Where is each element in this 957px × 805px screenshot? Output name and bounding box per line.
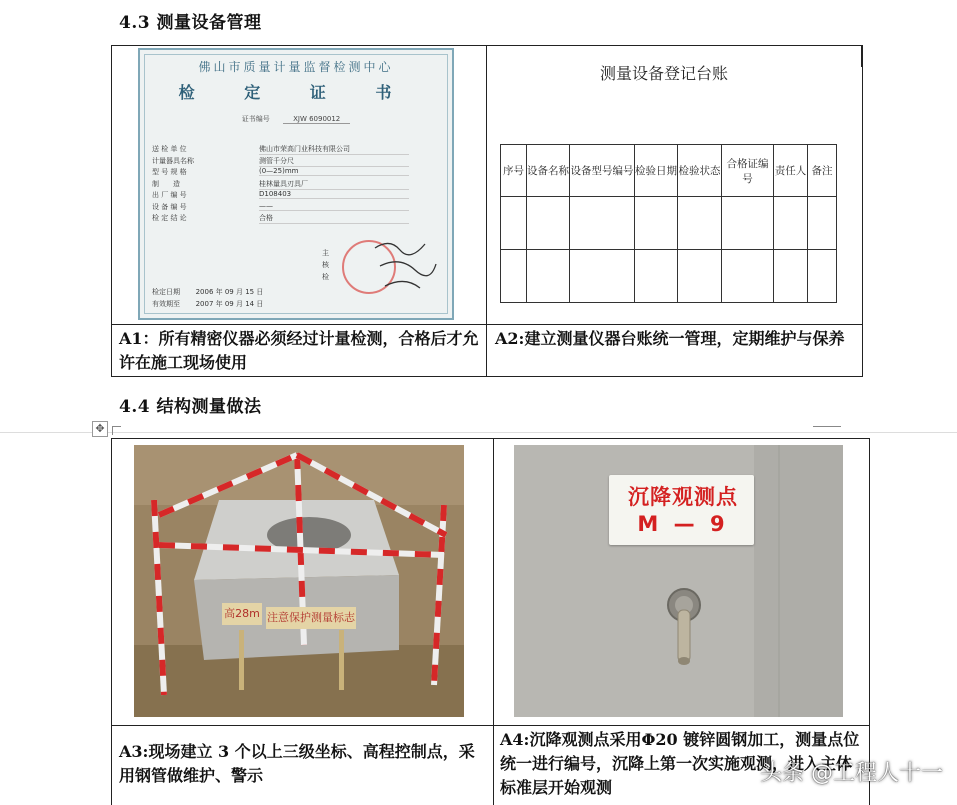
control-point-scene	[134, 445, 464, 717]
ledger-row	[501, 197, 837, 250]
settlement-sign-title: 沉降观测点	[628, 485, 738, 509]
crop-mark-right	[813, 426, 841, 427]
section-heading-4-3: 4.3 测量设备管理	[119, 13, 262, 33]
table-move-handle-icon[interactable]: ✥	[92, 421, 108, 437]
equipment-table-divider	[486, 45, 487, 377]
certificate-field: 出 厂 编 号 D108403	[152, 190, 442, 202]
certificate-field: 检 定 结 论 合格	[152, 213, 442, 225]
certificate-date-value: 2006 年 09 月 15 日	[195, 288, 264, 296]
ledger-row	[501, 250, 837, 303]
crop-mark-left	[112, 426, 121, 435]
ledger-col-header: 合格证编号	[722, 145, 774, 197]
ledger-col-header: 备注	[808, 145, 837, 197]
certificate-title: 检 定 证 书	[178, 83, 414, 102]
page-break-line	[0, 432, 957, 433]
ledger-col-header: 检验状态	[678, 145, 722, 197]
ledger-header-row	[501, 145, 837, 197]
equipment-table-row-divider	[111, 324, 863, 325]
certificate-signer: 主	[322, 249, 329, 257]
certificate-field: 型 号 规 格 (0—25)mm	[152, 167, 442, 179]
certificate-signer: 检	[322, 273, 329, 281]
caption-a1: A1：所有精密仪器必须经过计量检测，合格后才允许在施工现场使用	[119, 329, 479, 372]
settlement-point-sign	[609, 475, 754, 545]
ledger-table	[500, 144, 837, 303]
signature-scribble	[370, 236, 440, 296]
ledger-col-header: 设备型号编号	[570, 145, 635, 197]
certificate-valid-value: 2007 年 09 月 14 日	[195, 300, 264, 308]
caption-a3: A3:现场建立 3 个以上三级坐标、高程控制点，采用钢管做维护、警示	[119, 742, 475, 785]
certificate-number-value: XJW 6090012	[283, 115, 350, 124]
ledger-col-header: 检验日期	[635, 145, 678, 197]
measurement-table-row-divider	[111, 725, 870, 726]
calibration-certificate-image	[138, 48, 454, 320]
certificate-number	[140, 114, 452, 124]
certificate-field: 制 造 桂林量具刃具厂	[152, 179, 442, 191]
settlement-point-photo	[514, 445, 843, 717]
certificate-signer: 核	[322, 261, 329, 269]
certificate-field: 送 检 单 位 佛山市荣高门业科技有限公司	[152, 144, 442, 156]
platform-watermark: 头条 @工程人十一	[760, 761, 943, 786]
caption-a2: A2:建立测量仪器台账统一管理，定期维护与保养	[495, 329, 845, 348]
certificate-number-label: 证书编号	[241, 115, 270, 123]
control-point-photo	[134, 445, 464, 717]
certificate-date	[152, 287, 263, 297]
ledger-title: 测量设备登记台账	[600, 64, 729, 83]
certificate-valid-label: 有效期至	[152, 300, 180, 308]
certificate-valid	[152, 299, 263, 309]
certificate-field: 设 备 编 号 ——	[152, 202, 442, 214]
caption-a4: A4:沉降观测点采用Φ20 镀锌圆钢加工，测量点位统一进行编号，沉降上第一次实施观测，进入主体标准层开始观测	[500, 730, 860, 797]
plank-sign-right: 注意保护测量标志	[266, 607, 356, 629]
certificate-fields	[152, 144, 442, 225]
certificate-org: 佛山市质量计量监督检测中心	[198, 60, 394, 74]
measurement-table-divider	[493, 438, 494, 805]
table-edge-mark	[861, 45, 863, 67]
ledger-col-header: 设备名称	[527, 145, 570, 197]
plank-sign-left: 高28m	[222, 603, 262, 625]
ledger-col-header: 序号	[501, 145, 527, 197]
ledger-col-header: 责任人	[774, 145, 808, 197]
certificate-date-label: 检定日期	[152, 288, 180, 296]
section-heading-4-4: 4.4 结构测量做法	[119, 397, 262, 417]
certificate-field: 计量器具名称 测管千分尺	[152, 156, 442, 168]
settlement-sign-code: M — 9	[637, 512, 729, 536]
